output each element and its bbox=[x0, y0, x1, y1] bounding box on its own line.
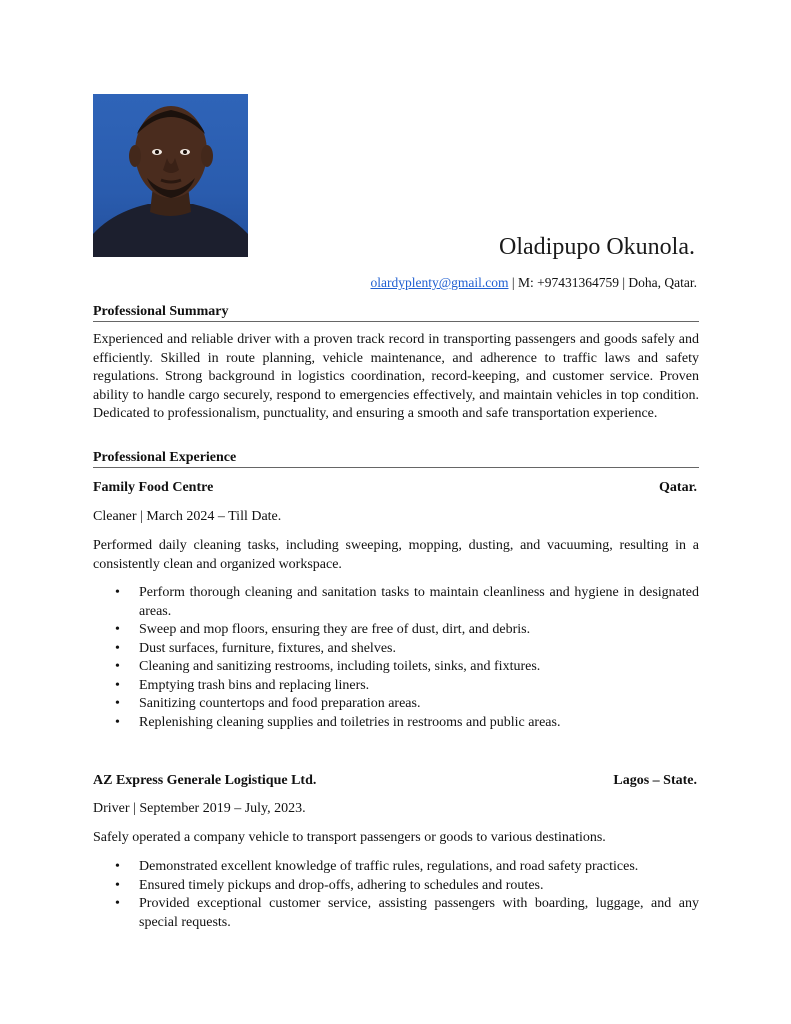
bullet-icon: • bbox=[115, 696, 120, 711]
list-item bbox=[93, 895, 699, 932]
job-2-company: AZ Express Generale Logistique Ltd. bbox=[93, 773, 317, 788]
job-1-location: Qatar. bbox=[659, 480, 697, 495]
job-2-bullets bbox=[93, 858, 699, 932]
bullet-text: Ensured timely pickups and drop-offs, adhering to schedules and routes. bbox=[139, 877, 544, 893]
summary-text: Experienced and reliable driver with a proven track record in transporting passengers and goods safely and efficiently. Skilled in route planning, vehicle maintenance, and adherence to traffic laws and safety regulations. Strong background in logistics coordination, record-keeping, and customer service. Proven ability to handle cargo securely, respond to emergencies effectively, and maintain vehicles in top condition. Dedicated to professionalism, punctuality, and ensuring a smooth and safe transportation experience. bbox=[93, 332, 699, 421]
bullet-text: Emptying trash bins and replacing liners. bbox=[139, 677, 370, 693]
list-item bbox=[93, 858, 699, 877]
job-1-role: Cleaner | March 2024 – Till Date. bbox=[93, 509, 282, 524]
list-item bbox=[93, 677, 699, 696]
bullet-icon: • bbox=[115, 714, 120, 730]
job-2-description: Safely operated a company vehicle to transport passengers or goods to various destinations. bbox=[93, 830, 606, 845]
summary-heading: Professional Summary bbox=[93, 304, 699, 322]
contact-line bbox=[370, 275, 697, 291]
bullet-text: Replenishing cleaning supplies and toiletries in restrooms and public areas. bbox=[139, 714, 561, 730]
experience-heading: Professional Experience bbox=[93, 450, 699, 468]
contact-details: | M: +97431364759 | Doha, Qatar. bbox=[508, 275, 697, 290]
list-item bbox=[93, 695, 699, 714]
job-1-description: Performed daily cleaning tasks, including sweeping, mopping, dusting, and vacuuming, resulting in a consistently clean and organized workspace. bbox=[93, 538, 699, 572]
list-item bbox=[93, 640, 699, 659]
bullet-icon: • bbox=[115, 677, 120, 693]
email-link[interactable]: olardyplenty@gmail.com bbox=[370, 275, 509, 290]
list-item bbox=[93, 658, 699, 677]
portrait-illustration bbox=[93, 94, 248, 257]
bullet-text: Sweep and mop floors, ensuring they are free of dust, dirt, and debris. bbox=[139, 622, 531, 637]
bullet-text: Dust surfaces, furniture, fixtures, and shelves. bbox=[139, 640, 396, 656]
job-1-header bbox=[93, 480, 697, 496]
bullet-text: Provided exceptional customer service, assisting passengers with boarding, luggage, and any special requests. bbox=[139, 896, 699, 930]
candidate-name: Oladipupo Okunola. bbox=[499, 234, 695, 260]
bullet-icon: • bbox=[115, 896, 120, 911]
job-1-bullets bbox=[93, 584, 699, 732]
job-1-company: Family Food Centre bbox=[93, 480, 214, 495]
bullet-icon: • bbox=[115, 585, 120, 600]
bullet-icon: • bbox=[115, 877, 120, 893]
bullet-icon: • bbox=[115, 640, 120, 656]
bullet-text: Perform thorough cleaning and sanitation tasks to maintain cleanliness and hygiene in designated areas. bbox=[139, 585, 699, 619]
bullet-icon: • bbox=[115, 859, 120, 874]
bullet-icon: • bbox=[115, 622, 120, 637]
job-2-location: Lagos – State. bbox=[613, 773, 697, 788]
profile-photo bbox=[93, 94, 248, 257]
list-item bbox=[93, 621, 699, 640]
job-2-header bbox=[93, 773, 697, 789]
bullet-text: Sanitizing countertops and food preparation areas. bbox=[139, 696, 421, 711]
list-item bbox=[93, 877, 699, 896]
bullet-text: Cleaning and sanitizing restrooms, including toilets, sinks, and fixtures. bbox=[139, 659, 541, 674]
list-item bbox=[93, 584, 699, 621]
bullet-icon: • bbox=[115, 659, 120, 674]
list-item bbox=[93, 714, 699, 733]
bullet-text: Demonstrated excellent knowledge of traffic rules, regulations, and road safety practices. bbox=[139, 859, 639, 874]
job-2-role: Driver | September 2019 – July, 2023. bbox=[93, 801, 306, 816]
